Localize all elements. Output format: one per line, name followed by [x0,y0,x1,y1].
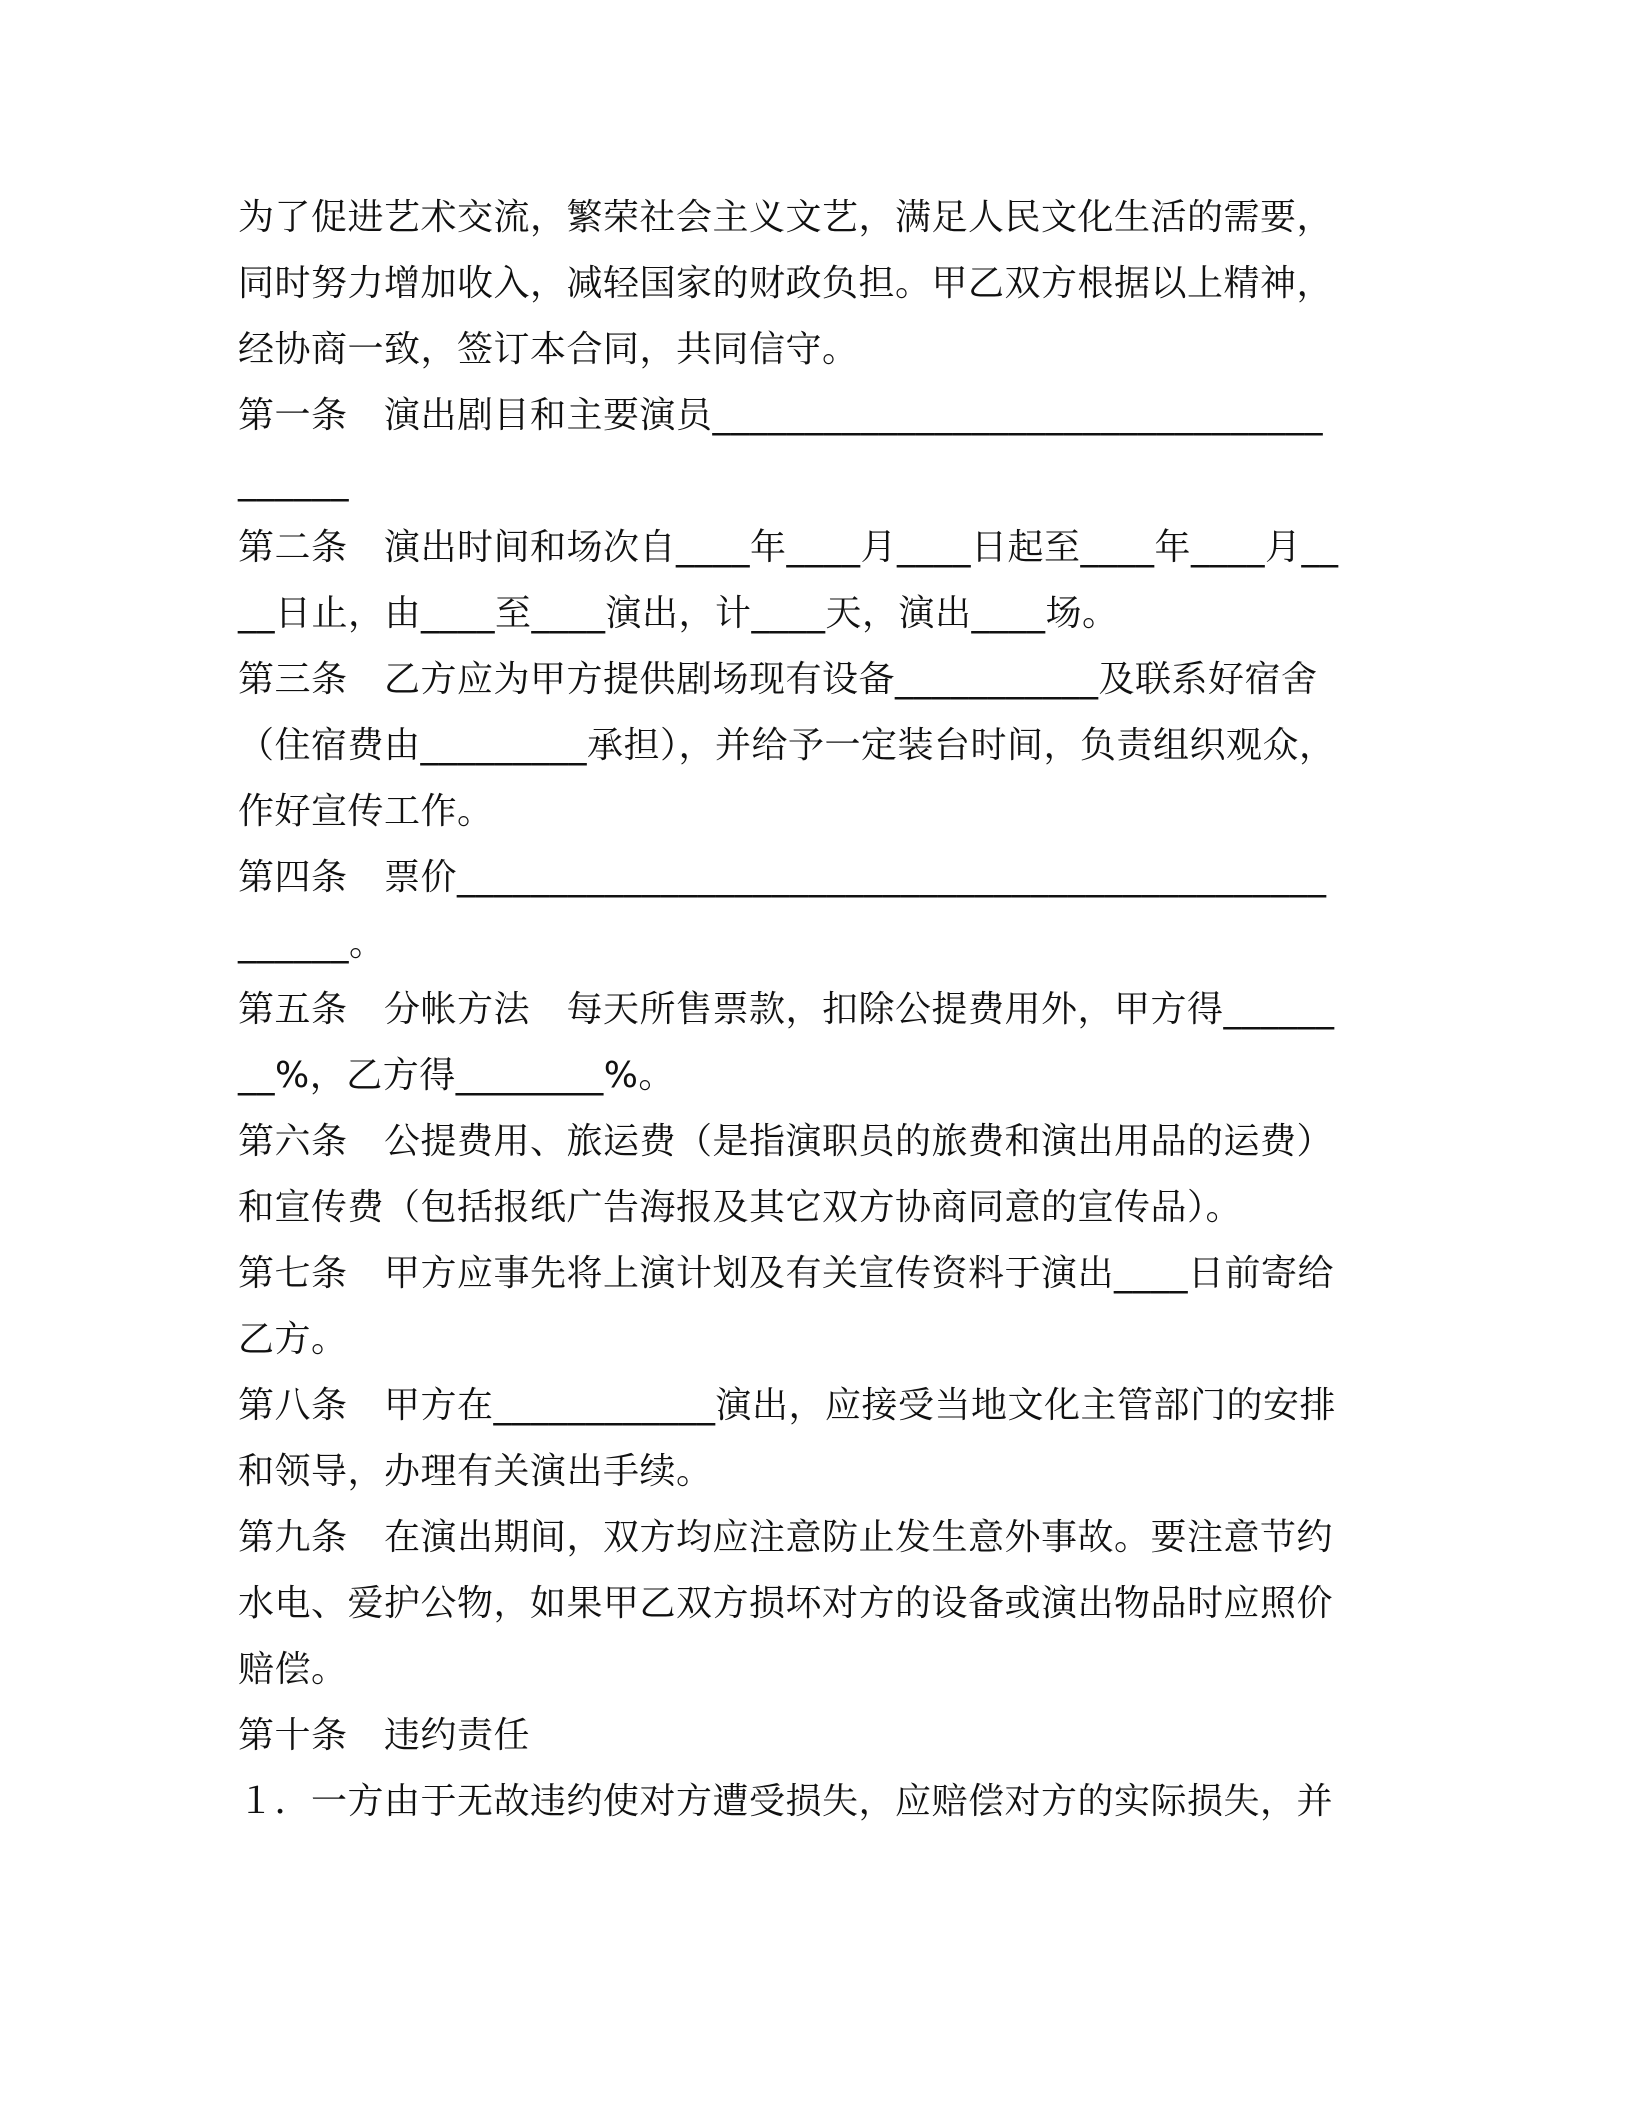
article-7-line: 第七条 甲方应事先将上演计划及有关宣传资料于演出____日前寄给 [238,1253,1335,1294]
article-4-line: 第四条 票价_______________________________________________ [238,857,1327,898]
text-line: 经协商一致，签订本合同，共同信守。 [238,329,859,370]
text-line: 作好宣传工作。 [238,791,494,832]
text-line: 乙方。 [238,1319,348,1360]
text-line: 同时努力增加收入，减轻国家的财政负担。甲乙双方根据以上精神， [238,263,1334,304]
article-6-line: 第六条 公提费用、旅运费（是指演职员的旅费和演出用品的运费） [238,1121,1334,1162]
article-1-line: 第一条 演出剧目和主要演员_________________________________ [238,395,1324,436]
text-line: __日止，由____至____演出，计____天，演出____场。 [238,593,1119,634]
text-line: ______ [238,461,349,502]
article-5-line: 第五条 分帐方法 每天所售票款，扣除公提费用外，甲方得______ [238,989,1335,1030]
article-3-line: 第三条 乙方应为甲方提供剧场现有设备___________及联系好宿舍 [238,659,1318,700]
text-line: __%，乙方得________%。 [238,1055,675,1096]
text-line: （住宿费由_________承担），并给予一定装台时间，负责组织观众， [238,725,1336,766]
text-line: 赔偿。 [238,1649,348,1690]
article-8-line: 第八条 甲方在____________演出，应接受当地文化主管部门的安排 [238,1385,1337,1426]
text-line: １．一方由于无故违约使对方遭受损失，应赔偿对方的实际损失，并 [238,1781,1334,1822]
article-2-line: 第二条 演出时间和场次自____年____月____日起至____年____月__ [238,527,1339,568]
article-10-heading: 第十条 违约责任 [238,1715,531,1756]
text-line: 为了促进艺术交流，繁荣社会主义文艺，满足人民文化生活的需要， [238,197,1334,238]
text-line: 水电、爱护公物，如果甲乙双方损坏对方的设备或演出物品时应照价 [238,1583,1334,1624]
text-line: 和领导，办理有关演出手续。 [238,1451,713,1492]
article-9-line: 第九条 在演出期间，双方均应注意防止发生意外事故。要注意节约 [238,1517,1334,1558]
text-line: 和宣传费（包括报纸广告海报及其它双方协商同意的宣传品）。 [238,1187,1243,1228]
text-line: ______。 [238,923,386,964]
